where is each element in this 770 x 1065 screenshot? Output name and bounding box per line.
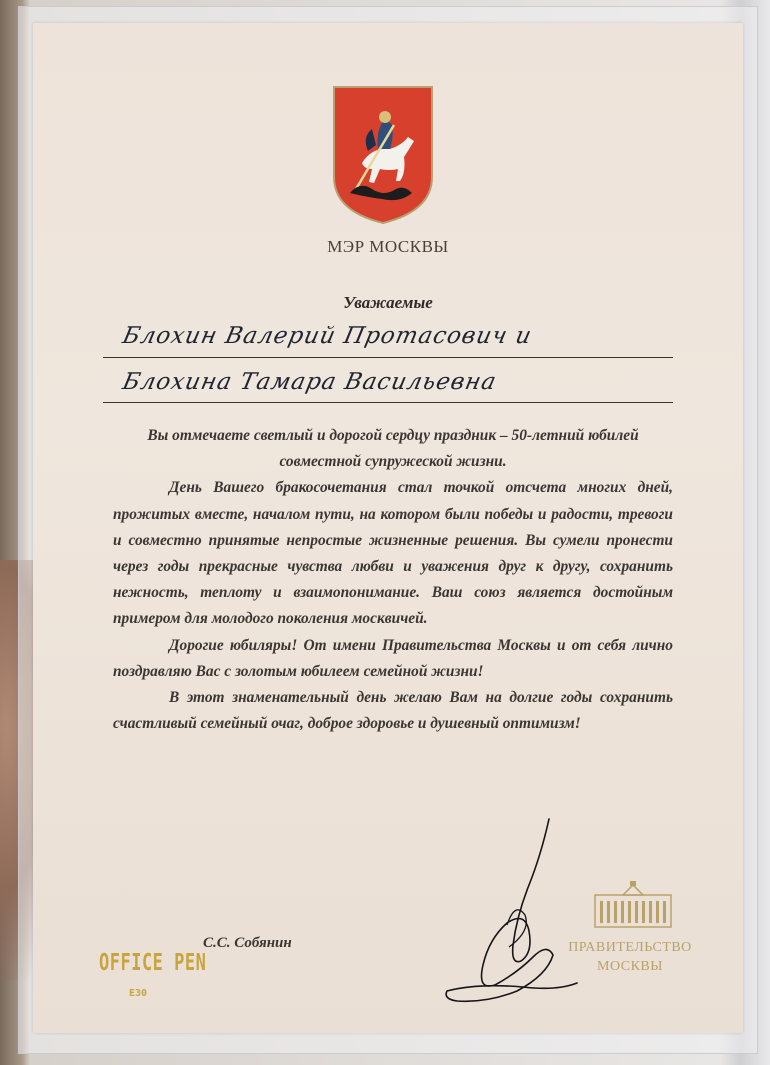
letter-body — [113, 423, 673, 737]
greeting-letter — [33, 23, 743, 1033]
signer-name: С.С. Собянин — [203, 935, 292, 951]
government-line-1: ПРАВИТЕЛЬСТВО — [568, 940, 692, 955]
paragraph-3: Дорогие юбиляры! От имени Правительства Москвы и от себя лично поздравляю Вас с золотым юбилеем семейной жизни! — [113, 636, 673, 680]
government-label — [555, 938, 705, 976]
government-building-icon — [593, 881, 673, 929]
recipient-underline-1 — [103, 356, 673, 358]
recipient-name-2: Блохина Тамара Васильевна — [120, 369, 500, 395]
paper-code-stamp: E30 — [129, 988, 148, 999]
handwritten-signature-icon — [437, 815, 587, 1015]
recipient-underline-2 — [103, 401, 673, 403]
plastic-sleeve — [18, 6, 758, 1054]
moscow-coat-of-arms-icon — [332, 85, 434, 225]
paper-brand-stamp: OFFICE PEN — [99, 949, 207, 977]
paragraph-2: День Вашего бракосочетания стал точкой отсчета многих дней, прожитых вместе, началом пути, на котором были победы и радости, тревоги и совместно принятые непростые жизненные решения. Вы сумели пронести через годы прекрасные чувства любви и уважения друг к другу, сохранить нежность, теплоту и взаимопонимание. Ваш союз является достойным примером для молодого поколения москвичей. — [113, 479, 673, 628]
paragraph-4: В этот знаменательный день желаю Вам на долгие годы сохранить счастливый семейный очаг, доброе здоровье и душевный оптимизм! — [113, 689, 673, 733]
salutation: Уважаемые — [343, 293, 433, 312]
mayor-title: МЭР МОСКВЫ — [327, 237, 449, 256]
recipient-name-1: Блохин Валерий Протасович и — [120, 323, 535, 349]
paragraph-1: Вы отмечаете светлый и дорогой сердцу праздник – 50-летний юбилей совместной супружеской жизни. — [147, 427, 639, 471]
government-line-2: МОСКВЫ — [597, 959, 663, 974]
